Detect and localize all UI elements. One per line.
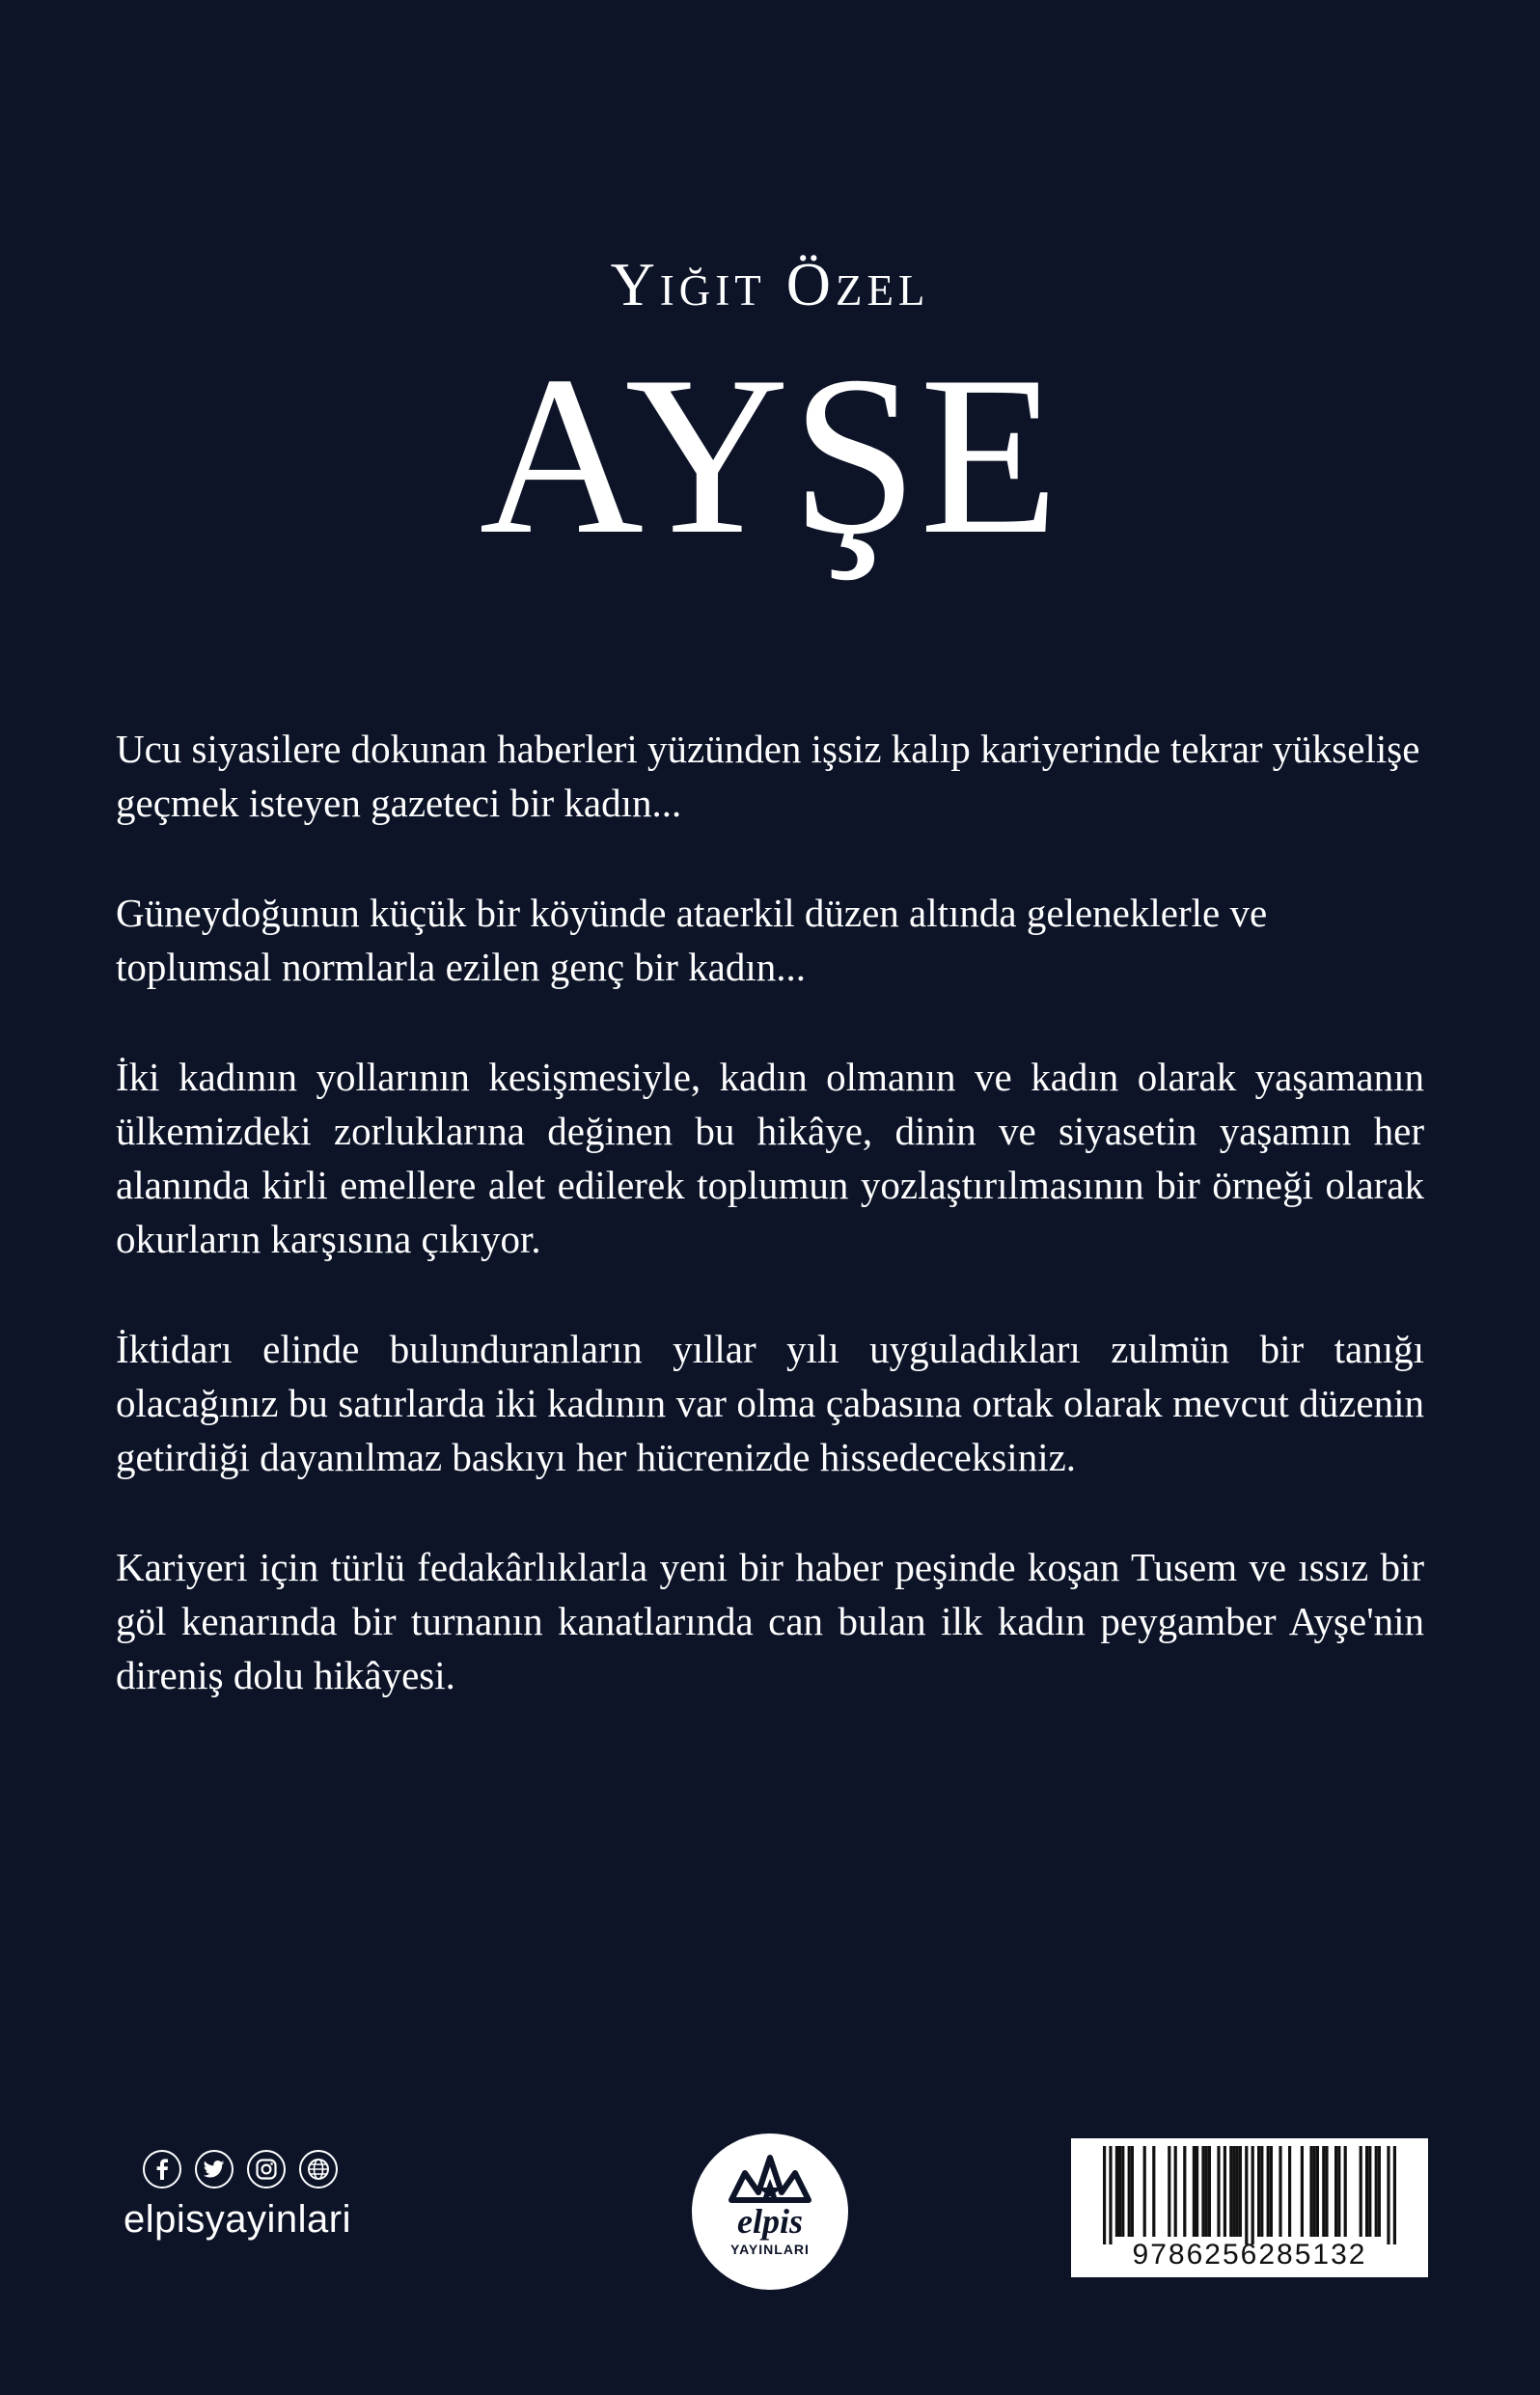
barcode-bar: [1118, 2146, 1121, 2237]
barcode-bar: [1325, 2146, 1328, 2237]
barcode-bar: [1316, 2146, 1319, 2237]
barcode-bar: [1387, 2146, 1389, 2244]
barcode-bar: [1270, 2146, 1273, 2237]
barcode-bar: [1201, 2146, 1204, 2237]
social-block: [124, 2150, 394, 2242]
book-title: AYŞE: [479, 330, 1061, 582]
barcode-bar: [1205, 2146, 1208, 2237]
blurb-paragraph-5: Kariyeri için türlü fedakârlıklarla yeni bir haber peşinde koşan Tusem ve ıssız bir göl kenarında bir turnanın kanatlarında can bulan ilk kadın peygamber Ayşe'nin direniş dolu hikâyesi.: [116, 1545, 1424, 1697]
barcode-bar: [1232, 2146, 1235, 2237]
barcode-bar: [1368, 2146, 1371, 2237]
barcode-bar: [1196, 2146, 1198, 2237]
instagram-icon[interactable]: [247, 2150, 286, 2189]
blurb-paragraph-1: Ucu siyasilere dokunan haberleri yüzünden işsiz kalıp kariyerinde tekrar yükselişe geçmek isteyen gazeteci bir kadın...: [116, 727, 1420, 825]
blurb-paragraph-4: İktidarı elinde bulunduranların yıllar yılı uyguladıkları zulmün bir tanığı olacağınız bu satırlarda iki kadının var olma çabasına ortak olarak mevcut düzenin getirdiği dayanılmaz baskıyı her hücrenizde hissedeceksiniz.: [116, 1327, 1424, 1479]
blurb-paragraph-3: İki kadının yollarının kesişmesiyle, kadın olmanın ve kadın olarak yaşamanın ülkemizdeki zorluklarına değinen bu hikâye, dinin ve siyasetin yaşamın her alanında kirli emellere alet edilerek toplumun yozlaştırılmasının bir örneği olarak okurların karşısına çıkıyor.: [116, 1055, 1424, 1261]
barcode-bar: [1224, 2146, 1226, 2237]
barcode-bar: [1251, 2146, 1254, 2244]
blurb: [116, 722, 1424, 1758]
barcode-bar: [1313, 2146, 1316, 2237]
publisher-logo: [691, 2133, 849, 2291]
barcode-bar: [1360, 2146, 1362, 2237]
barcode-bar: [1301, 2146, 1304, 2237]
barcode-bar: [1143, 2146, 1146, 2237]
barcode-bar: [1131, 2146, 1134, 2237]
barcode-bar: [1337, 2146, 1340, 2237]
social-handle[interactable]: elpisyayinlari: [124, 2198, 351, 2241]
barcode-bar: [1309, 2146, 1312, 2237]
barcode-bar: [1183, 2146, 1186, 2237]
barcode-bar: [1193, 2146, 1196, 2237]
barcode-bar: [1115, 2146, 1118, 2237]
barcode-bar: [1322, 2146, 1325, 2237]
barcode-bar: [1174, 2146, 1177, 2237]
barcode-bar: [1344, 2146, 1347, 2237]
barcode-bar: [1208, 2146, 1211, 2237]
barcode-bar: [1257, 2146, 1260, 2237]
barcode-bar: [1365, 2146, 1368, 2237]
barcode-bar: [1109, 2146, 1112, 2244]
barcode-bar: [1334, 2146, 1337, 2237]
barcode-bar: [1375, 2146, 1378, 2237]
barcode-bar: [1378, 2146, 1381, 2237]
barcode-bar: [1152, 2146, 1155, 2237]
barcode-bar: [1245, 2146, 1248, 2244]
barcode-bar: [1103, 2146, 1106, 2244]
facebook-icon[interactable]: [143, 2150, 181, 2189]
barcode-bar: [1288, 2146, 1291, 2237]
publisher-subtitle: YAYINLARI: [730, 2242, 810, 2257]
barcode-bar: [1267, 2146, 1270, 2237]
globe-icon[interactable]: [299, 2150, 338, 2189]
barcode-bar: [1217, 2146, 1220, 2237]
isbn-barcode: [1071, 2138, 1428, 2277]
barcode-bar: [1229, 2146, 1232, 2237]
barcode-bar: [1279, 2146, 1281, 2237]
barcode-bar: [1128, 2146, 1131, 2237]
publisher-name: elpis: [737, 2202, 803, 2241]
social-icons: [143, 2150, 394, 2189]
author-name: Yiğit Özel: [610, 250, 930, 318]
barcode-bar: [1260, 2146, 1263, 2237]
barcode-bar: [1121, 2146, 1124, 2237]
blurb-paragraph-2: Güneydoğunun küçük bir köyünde ataerkil düzen altında geleneklerle ve toplumsal normlarla ezilen genç bir kadın...: [116, 891, 1268, 989]
isbn-number: 9786256285132: [1132, 2239, 1367, 2271]
twitter-icon[interactable]: [195, 2150, 234, 2189]
barcode-bar: [1236, 2146, 1239, 2237]
barcode-bar: [1393, 2146, 1396, 2244]
barcode-bar: [1168, 2146, 1170, 2237]
barcode-bar: [1239, 2146, 1242, 2237]
